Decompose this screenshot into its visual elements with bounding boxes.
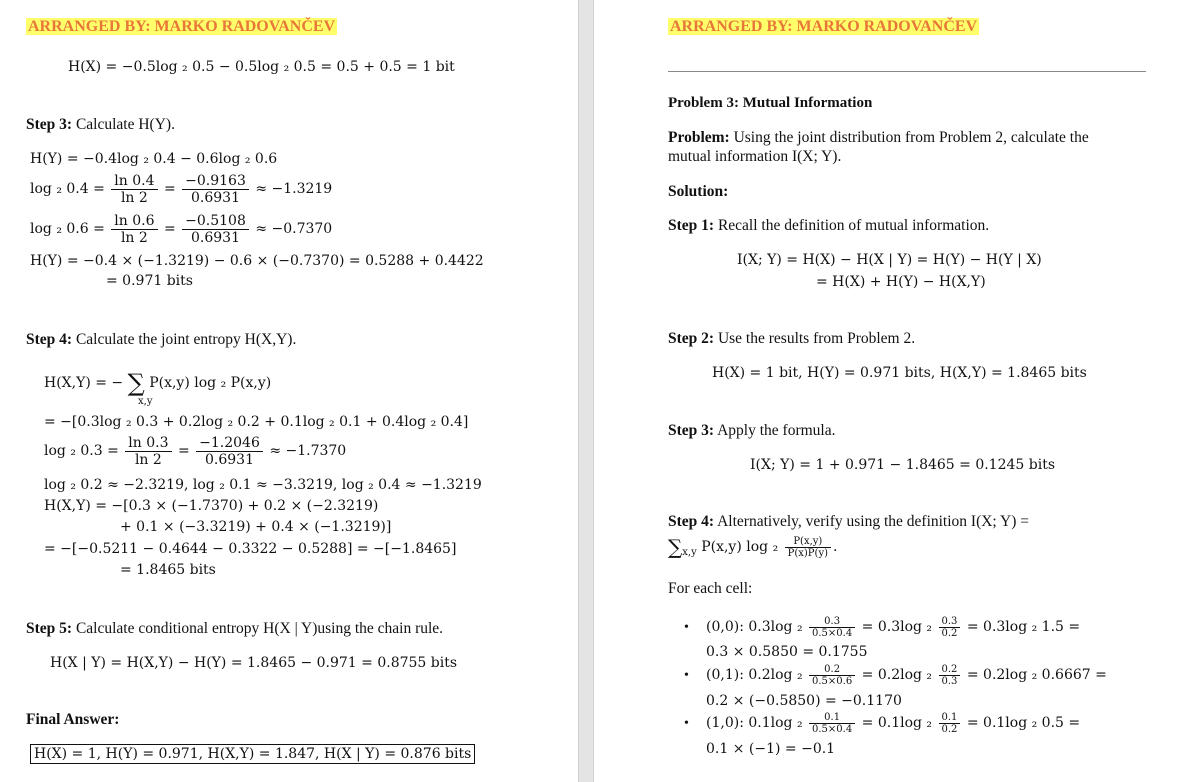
conditional-entropy-formula: H(X | Y) = H(X,Y) − H(Y) = 1.8465 − 0.971 = 0.8755 bits: [50, 655, 458, 671]
mi-definition-line1: I(X; Y) = H(X) − H(X | Y) = H(Y) − H(Y | X): [737, 252, 1042, 268]
hxy-line3: = −[−0.5211 − 0.4644 − 0.3322 − 0.5288] = −[−1.8465]: [44, 541, 457, 557]
log04-frac2: [182, 173, 249, 206]
frac-num: 0.3: [809, 616, 855, 628]
frac-num: ln 0.6: [111, 213, 157, 230]
hxy-definition: [44, 370, 271, 396]
page-gutter: [578, 0, 594, 782]
frac-num: 0.1: [939, 712, 961, 724]
frac-num: 0.2: [809, 664, 855, 676]
r-step1-text: Recall the definition of mutual information.: [714, 217, 990, 234]
frac-num: ln 0.4: [111, 173, 157, 190]
hxy-line4: = 1.8465 bits: [120, 562, 216, 578]
problem3-title: Problem 3: Mutual Information: [668, 95, 873, 111]
r-step1-label: Step 1:: [668, 217, 715, 234]
cell-frac2: [939, 712, 961, 735]
final-answer-label: Final Answer:: [26, 711, 120, 728]
hy-final-line2: = 0.971 bits: [106, 273, 193, 289]
bullet-icon: •: [684, 668, 689, 683]
cell-term: = 0.1log ₂ 0.5 =: [966, 715, 1081, 731]
frac-den: 0.2: [941, 723, 958, 735]
log06-frac2: [182, 213, 249, 246]
log03-frac2: [196, 435, 263, 468]
final-answer-box: [30, 745, 475, 763]
mi-definition-line2: = H(X) + H(Y) − H(X,Y): [816, 274, 986, 290]
left-header: [26, 18, 337, 36]
log06-equation: log ₂ 0.6 = $\frac{\ln 0.6}{\ln 2}$ = $\frac{-0.5108}{0.6931}$ ≈ −0.7370: [30, 212, 333, 246]
r-step4-label: Step 4:: [668, 513, 715, 530]
cell-term: (0,0): 0.3log ₂: [706, 619, 803, 635]
step5-heading: [26, 620, 443, 638]
cell-term: (1,0): 0.1log ₂: [706, 715, 803, 731]
frac-den: P(x)P(y): [787, 547, 828, 559]
log04-rhs: ≈ −1.3219: [255, 181, 333, 197]
problem-label: Problem:: [668, 129, 730, 146]
cell-frac1: [809, 664, 855, 687]
mi-sum-definition: [668, 532, 837, 568]
for-each-cell: For each cell:: [668, 580, 753, 597]
step5-label: Step 5:: [26, 620, 73, 637]
frac-num: 0.3: [939, 616, 961, 628]
log-approximations: log ₂ 0.2 ≈ −2.3219, log ₂ 0.1 ≈ −3.3219, log ₂ 0.4 ≈ −1.3219: [44, 477, 482, 493]
step3-heading: [26, 116, 175, 134]
log04-equation: log ₂ 0.4 = $\frac{\ln 0.4}{\ln 2}$ = $\frac{-0.9163}{0.6931}$ ≈ −1.3219: [30, 172, 333, 206]
frac-den: ln 2: [120, 189, 148, 206]
mi-sum-end: .: [833, 539, 838, 555]
frac-den: ln 2: [134, 451, 162, 468]
frac-den: 0.6931: [191, 189, 240, 206]
cell-term: = 0.2log ₂: [861, 667, 933, 683]
sum-subscript: x,y: [138, 396, 153, 407]
r-step4-heading: [668, 513, 1029, 531]
frac-den: ln 2: [120, 229, 148, 246]
log04-frac1: [111, 173, 157, 206]
frac-num: 0.1: [809, 712, 855, 724]
frac-den: 0.5×0.6: [812, 675, 853, 687]
log06-rhs: ≈ −0.7370: [255, 221, 333, 237]
hxy-line2: + 0.1 × (−3.3219) + 0.4 × (−1.3219)]: [120, 519, 392, 535]
hxy-line1: H(X,Y) = −[0.3 × (−1.7370) + 0.2 × (−2.3219): [44, 498, 379, 514]
frac-den: 0.2: [941, 627, 958, 639]
log03-rhs: ≈ −1.7370: [269, 443, 347, 459]
frac-num: 0.2: [939, 664, 961, 676]
frac-den: 0.3: [941, 675, 958, 687]
r-step3-text: Apply the formula.: [714, 422, 836, 439]
cell-00-line1: [706, 612, 1080, 642]
horizontal-rule: [668, 71, 1146, 72]
hx-result: H(X) = −0.5log ₂ 0.5 − 0.5log ₂ 0.5 = 0.5 + 0.5 = 1 bit: [68, 59, 455, 75]
cell-00-line2: 0.3 × 0.5850 = 0.1755: [706, 644, 868, 660]
cell-frac2: [939, 616, 961, 639]
problem-statement-line1: [668, 129, 1089, 147]
mi-sum-body: P(x,y) log ₂: [701, 539, 779, 555]
frac-den: 0.6931: [205, 451, 254, 468]
header-highlight: ARRANGED BY: MARKO RADOVANČEV: [670, 18, 978, 35]
right-header: [668, 18, 979, 36]
frac-num: −1.2046: [196, 435, 263, 452]
cell-10-line1: [706, 708, 1080, 738]
hxy-def-rhs: P(x,y) log ₂ P(x,y): [149, 375, 272, 391]
sum-icon: ∑: [127, 369, 145, 397]
log06-lhs: log ₂ 0.6 =: [30, 221, 105, 237]
frac-den: 0.5×0.4: [812, 627, 853, 639]
log03-frac1: [125, 435, 171, 468]
frac-den: 0.6931: [191, 229, 240, 246]
sum-subscript: x,y: [682, 546, 697, 558]
cell-frac2: [939, 664, 961, 687]
frac-den: 0.5×0.4: [812, 723, 853, 735]
problem-text1: Using the joint distribution from Problem 2, calculate the: [729, 129, 1089, 146]
log06-frac1: [111, 213, 157, 246]
cell-term: = 0.3log ₂: [861, 619, 933, 635]
hy-equation: H(Y) = −0.4log ₂ 0.4 − 0.6log ₂ 0.6: [30, 151, 278, 167]
right-page: [594, 0, 1200, 782]
step3-label: Step 3:: [26, 116, 73, 133]
step3-text: Calculate H(Y).: [72, 116, 175, 133]
step4-heading: [26, 331, 296, 349]
final-answer-text: H(X) = 1, H(Y) = 0.971, H(X,Y) = 1.847, H(X | Y) = 0.876 bits: [30, 744, 475, 764]
cell-frac1: [809, 616, 855, 639]
bullet-icon: •: [684, 620, 689, 635]
r-step1-heading: [668, 217, 989, 235]
cell-term: (0,1): 0.2log ₂: [706, 667, 803, 683]
problem-statement-line2: mutual information I(X; Y).: [668, 148, 842, 165]
log03-equation: log ₂ 0.3 = $\frac{\ln 0.3}{\ln 2}$ = $\frac{-1.2046}{0.6931}$ ≈ −1.7370: [44, 434, 347, 468]
step5-text: Calculate conditional entropy H(X | Y)using the chain rule.: [72, 620, 444, 637]
frac-num: ln 0.3: [125, 435, 171, 452]
problem2-results: H(X) = 1 bit, H(Y) = 0.971 bits, H(X,Y) = 1.8465 bits: [712, 365, 1087, 381]
log04-lhs: log ₂ 0.4 =: [30, 181, 105, 197]
solution-label: Solution:: [668, 183, 729, 200]
r-step3-heading: [668, 422, 835, 440]
cell-frac1: [809, 712, 855, 735]
sum-icon: ∑: [668, 535, 683, 559]
hxy-def-lhs: H(X,Y) = −: [44, 375, 124, 391]
step4-label: Step 4:: [26, 331, 73, 348]
r-step3-label: Step 3:: [668, 422, 715, 439]
header-highlight: ARRANGED BY: MARKO RADOVANČEV: [28, 18, 336, 35]
cell-10-line2: 0.1 × (−1) = −0.1: [706, 741, 836, 757]
cell-term: = 0.1log ₂: [861, 715, 933, 731]
log03-lhs: log ₂ 0.3 =: [44, 443, 119, 459]
r-step2-heading: [668, 330, 915, 348]
mi-result: I(X; Y) = 1 + 0.971 − 1.8465 = 0.1245 bits: [750, 457, 1056, 473]
r-step2-label: Step 2:: [668, 330, 715, 347]
cell-01-line2: 0.2 × (−0.5850) = −0.1170: [706, 693, 902, 709]
frac-num: P(x,y): [785, 536, 831, 548]
r-step4-text: Alternatively, verify using the definition I(X; Y) =: [714, 513, 1030, 530]
left-page: [0, 0, 578, 782]
r-step2-text: Use the results from Problem 2.: [714, 330, 916, 347]
frac-num: −0.9163: [182, 173, 249, 190]
frac-num: −0.5108: [182, 213, 249, 230]
cell-01-line1: [706, 660, 1107, 690]
cell-term: = 0.2log ₂ 0.6667 =: [966, 667, 1107, 683]
cell-term: = 0.3log ₂ 1.5 =: [966, 619, 1081, 635]
hxy-expanded: = −[0.3log ₂ 0.3 + 0.2log ₂ 0.2 + 0.1log ₂ 0.1 + 0.4log ₂ 0.4]: [44, 414, 469, 430]
hy-final-line1: H(Y) = −0.4 × (−1.3219) − 0.6 × (−0.7370) = 0.5288 + 0.4422: [30, 253, 484, 269]
bullet-icon: •: [684, 716, 689, 731]
mi-sum-frac: [785, 536, 831, 559]
step4-text: Calculate the joint entropy H(X,Y).: [72, 331, 297, 348]
